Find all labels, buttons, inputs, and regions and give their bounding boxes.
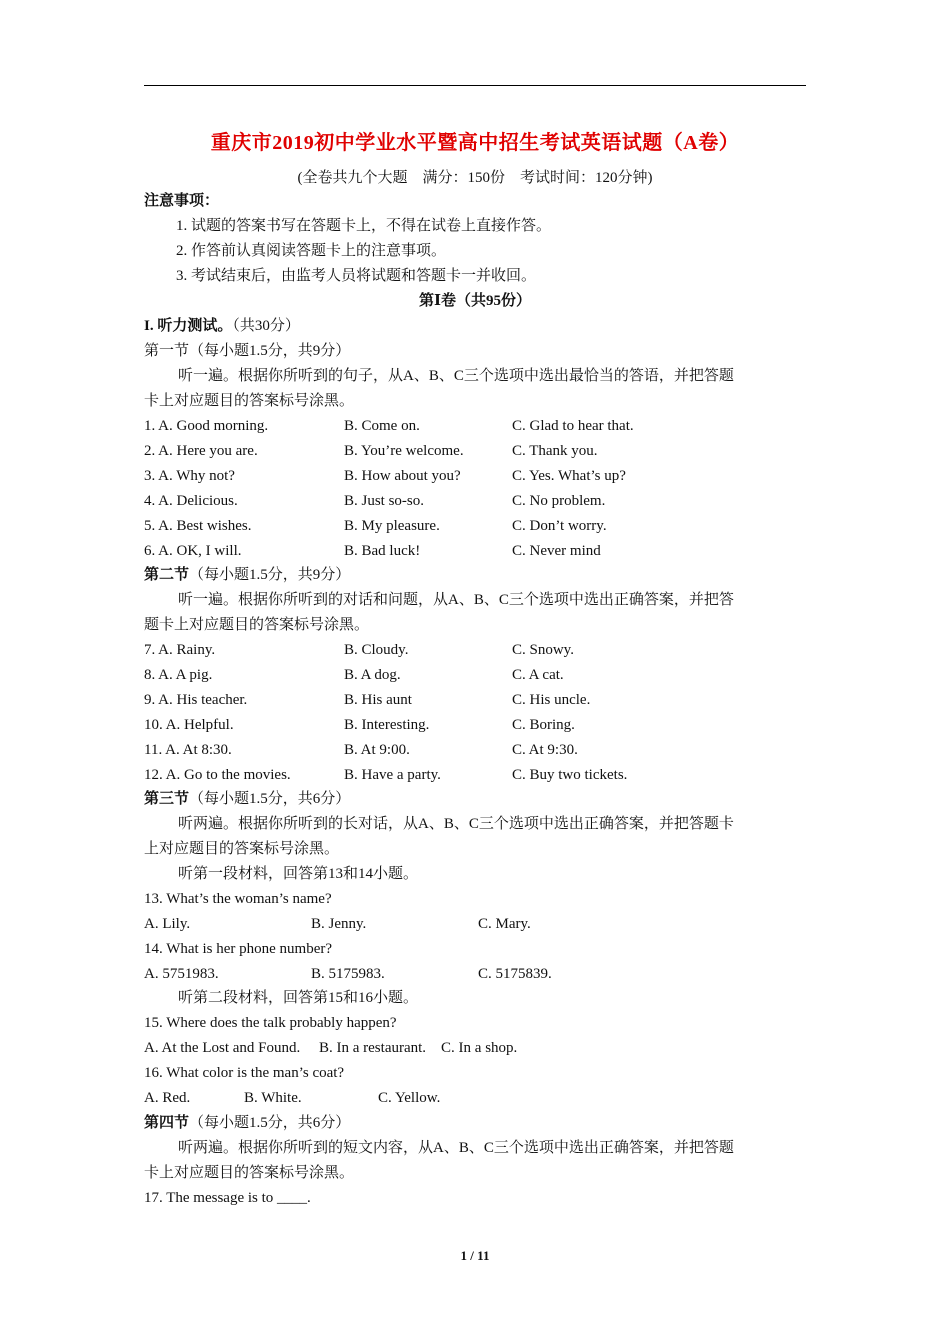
- option-c: C. No problem.: [512, 493, 606, 509]
- section2-heading-rest: （每小题1.5分，共9分）: [189, 567, 351, 583]
- part1-heading: [144, 316, 300, 336]
- option-c: C. Mary.: [478, 916, 531, 932]
- part1-heading-rest: （共30分）: [232, 318, 300, 334]
- option-c: C. 5175839.: [478, 966, 552, 982]
- option-b: B. At 9:00.: [344, 742, 410, 758]
- option-c: C. His uncle.: [512, 692, 591, 708]
- volume-heading: 第Ⅰ卷（共95份）: [418, 293, 532, 309]
- option-b: B. 5175983.: [311, 966, 385, 982]
- question-row: [144, 640, 806, 660]
- option-a: 11. A. At 8:30.: [144, 742, 232, 758]
- option-a: 4. A. Delicious.: [144, 493, 238, 509]
- question-row: [144, 715, 806, 735]
- question-16-options: [144, 1088, 806, 1108]
- option-b: B. A dog.: [344, 667, 401, 683]
- question-row: [144, 541, 806, 561]
- option-c: C. Buy two tickets.: [512, 767, 628, 783]
- option-a: 10. A. Helpful.: [144, 717, 234, 733]
- option-b: B. You’re welcome.: [344, 443, 464, 459]
- option-a: 9. A. His teacher.: [144, 692, 248, 708]
- question-row: [144, 466, 806, 486]
- option-a: 6. A. OK, I will.: [144, 543, 242, 559]
- option-b: B. Interesting.: [344, 717, 430, 733]
- option-a: 5. A. Best wishes.: [144, 518, 252, 534]
- page-number: 1 / 11: [460, 1248, 490, 1263]
- option-a: 7. A. Rainy.: [144, 642, 216, 658]
- question-17: 17. The message is to ____.: [144, 1190, 311, 1206]
- option-b: B. How about you?: [344, 468, 461, 484]
- section1-instruction-cont: 卡上对应题目的答案标号涂黑。: [144, 393, 355, 409]
- option-a: 3. A. Why not?: [144, 468, 235, 484]
- question-13-options: [144, 914, 806, 934]
- section4-heading-rest: （每小题1.5分，共6分）: [189, 1115, 351, 1131]
- option-a: 1. A. Good morning.: [144, 418, 269, 434]
- section4-instruction-cont: 卡上对应题目的答案标号涂黑。: [144, 1165, 355, 1181]
- section3-heading: [144, 789, 350, 809]
- option-c: C. Thank you.: [512, 443, 598, 459]
- question-row: [144, 491, 806, 511]
- option-c: C. Never mind: [512, 543, 601, 559]
- question-row: [144, 416, 806, 436]
- option-b: B. White.: [244, 1090, 302, 1106]
- part1-heading-bold: I. 听力测试。: [144, 318, 233, 334]
- question-14: 14. What is her phone number?: [144, 941, 333, 957]
- option-b: B. Bad luck!: [344, 543, 421, 559]
- option-c: C. A cat.: [512, 667, 564, 683]
- header-rule: [144, 85, 806, 86]
- option-b: B. Just so-so.: [344, 493, 425, 509]
- option-c: C. Boring.: [512, 717, 575, 733]
- question-row: [144, 690, 806, 710]
- exam-subtitle: (全卷共九个大题 满分：150份 考试时间：120分钟): [297, 170, 653, 186]
- section3-heading-rest: （每小题1.5分，共6分）: [189, 791, 351, 807]
- option-b: B. Cloudy.: [344, 642, 409, 658]
- option-c: C. Don’t worry.: [512, 518, 607, 534]
- option-c: C. Yes. What’s up?: [512, 468, 626, 484]
- question-row: [144, 665, 806, 685]
- option-a: 8. A. A pig.: [144, 667, 213, 683]
- section3-instruction: 听两遍。根据你所听到的长对话，从A、B、C三个选项中选出正确答案，并把答题卡: [178, 816, 734, 832]
- notice-heading: 注意事项：: [144, 193, 220, 209]
- option-a: 2. A. Here you are.: [144, 443, 258, 459]
- section2-instruction: 听一遍。根据你所听到的对话和问题，从A、B、C三个选项中选出正确答案，并把答: [178, 592, 734, 608]
- section2-heading-bold: 第二节: [144, 567, 190, 583]
- option-a: 12. A. Go to the movies.: [144, 767, 291, 783]
- section1-heading: 第一节（每小题1.5分，共9分）: [144, 343, 351, 359]
- option-c: C. Glad to hear that.: [512, 418, 634, 434]
- question-14-options: [144, 964, 806, 984]
- section4-heading-bold: 第四节: [144, 1115, 190, 1131]
- section4-instruction: 听两遍。根据你所听到的短文内容，从A、B、C三个选项中选出正确答案，并把答题: [178, 1140, 734, 1156]
- question-15: 15. Where does the talk probably happen?: [144, 1015, 397, 1031]
- option-b: B. His aunt: [344, 692, 412, 708]
- notice-item-3: 3. 考试结束后，由监考人员将试题和答题卡一并收回。: [176, 268, 537, 284]
- option-c: C. Snowy.: [512, 642, 574, 658]
- question-row: [144, 516, 806, 536]
- notice-item-2: 2. 作答前认真阅读答题卡上的注意事项。: [176, 243, 447, 259]
- option-a: A. Red.: [144, 1090, 191, 1106]
- section4-heading: [144, 1113, 350, 1133]
- section3-instruction-cont: 上对应题目的答案标号涂黑。: [144, 841, 340, 857]
- exam-title: 重庆市2019初中学业水平暨高中招生考试英语试题（A卷）: [210, 132, 740, 154]
- option-a: A. 5751983.: [144, 966, 219, 982]
- option-a: A. Lily.: [144, 916, 191, 932]
- option-b: B. Jenny.: [311, 916, 367, 932]
- question-15-options: A. At the Lost and Found. B. In a restaurant. C. In a shop.: [144, 1040, 518, 1056]
- passage2-note: 听第二段材料，回答第15和16小题。: [178, 990, 419, 1006]
- passage1-note: 听第一段材料，回答第13和14小题。: [178, 866, 419, 882]
- question-row: [144, 441, 806, 461]
- question-row: [144, 765, 806, 785]
- option-b: B. My pleasure.: [344, 518, 440, 534]
- section2-heading: [144, 565, 350, 585]
- question-row: [144, 740, 806, 760]
- notice-item-1: 1. 试题的答案书写在答题卡上，不得在试卷上直接作答。: [176, 218, 552, 234]
- option-c: C. At 9:30.: [512, 742, 578, 758]
- section1-instruction: 听一遍。根据你所听到的句子，从A、B、C三个选项中选出最恰当的答语，并把答题: [178, 368, 734, 384]
- question-13: 13. What’s the woman’s name?: [144, 891, 332, 907]
- section2-instruction-cont: 题卡上对应题目的答案标号涂黑。: [144, 617, 370, 633]
- question-16: 16. What color is the man’s coat?: [144, 1065, 345, 1081]
- option-b: B. Have a party.: [344, 767, 441, 783]
- section3-heading-bold: 第三节: [144, 791, 190, 807]
- option-c: C. Yellow.: [378, 1090, 441, 1106]
- option-b: B. Come on.: [344, 418, 420, 434]
